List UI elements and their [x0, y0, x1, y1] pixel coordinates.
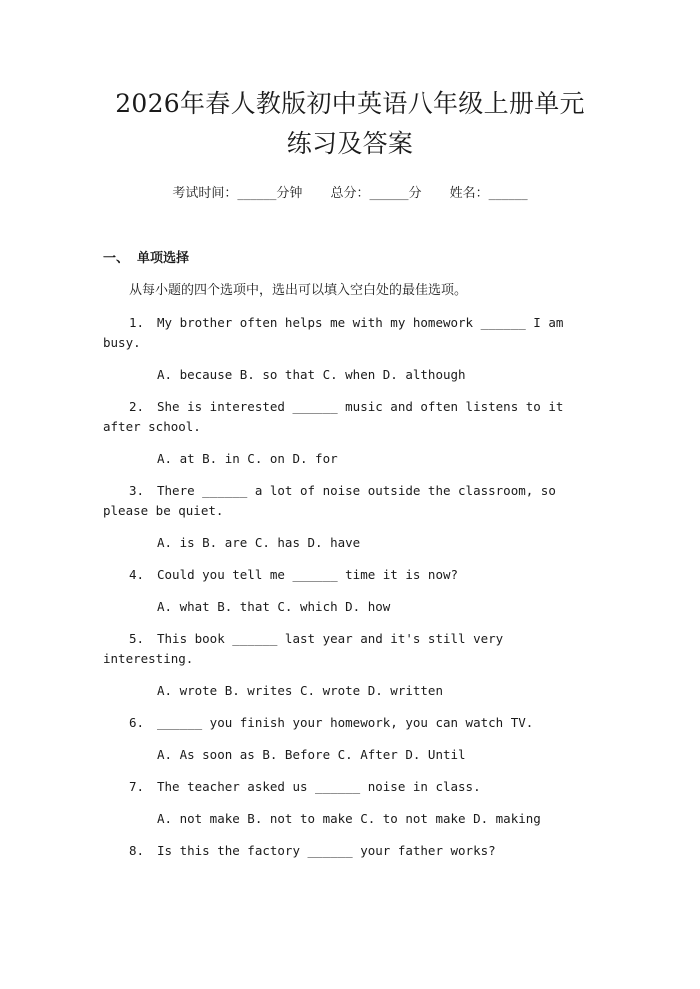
question-text: This book ______ last year and it's still very interesting. — [103, 631, 504, 666]
question-number: 6. — [129, 715, 145, 730]
exam-time: 考试时间：______分钟 — [172, 186, 303, 201]
exam-total-score: 总分：______分 — [330, 186, 422, 201]
question-number: 5. — [129, 631, 145, 646]
document-page — [0, 84, 700, 989]
question-text: Is this the factory ______ your father works? — [157, 843, 496, 858]
question-3-options: A. is B. are C. has D. have — [157, 535, 361, 550]
question-text: ______ you finish your homework, you can watch TV. — [157, 715, 534, 730]
question-text: My brother often helps me with my homework ______ I am busy. — [103, 315, 564, 350]
section-heading — [103, 249, 597, 269]
question-2-options: A. at B. in C. on D. for — [157, 451, 338, 466]
question-number: 1. — [129, 315, 145, 330]
exam-name: 姓名：______ — [449, 186, 528, 201]
question-number: 3. — [129, 483, 145, 498]
question-number: 7. — [129, 779, 145, 794]
section-number: 一、 — [103, 251, 130, 266]
question-5 — [103, 629, 597, 669]
question-4-options: A. what B. that C. which D. how — [157, 599, 391, 614]
question-1-options: A. because B. so that C. when D. although — [157, 367, 466, 382]
question-text: She is interested ______ music and often listens to it after school. — [103, 399, 564, 434]
question-text: The teacher asked us ______ noise in class. — [157, 779, 481, 794]
question-text: There ______ a lot of noise outside the classroom, so please be quiet. — [103, 483, 556, 518]
question-3 — [103, 481, 597, 521]
question-list — [103, 313, 597, 861]
section-title: 单项选择 — [137, 251, 190, 266]
exam-info — [103, 184, 597, 204]
document-title: 2026年春人教版初中英语八年级上册单元练习及答案 — [115, 89, 585, 158]
question-1 — [103, 313, 597, 353]
question-4 — [103, 565, 597, 585]
question-7 — [103, 777, 597, 797]
question-8 — [103, 841, 597, 861]
question-5-options: A. wrote B. writes C. wrote D. written — [157, 683, 443, 698]
question-text: Could you tell me ______ time it is now? — [157, 567, 459, 582]
question-number: 8. — [129, 843, 145, 858]
question-2 — [103, 397, 597, 437]
section-instruction: 从每小题的四个选项中，选出可以填入空白处的最佳选项。 — [129, 283, 468, 298]
question-number: 4. — [129, 567, 145, 582]
question-7-options: A. not make B. not to make C. to not make D. making — [157, 811, 541, 826]
question-6-options: A. As soon as B. Before C. After D. Until — [157, 747, 466, 762]
question-number: 2. — [129, 399, 145, 414]
question-6 — [103, 713, 597, 733]
